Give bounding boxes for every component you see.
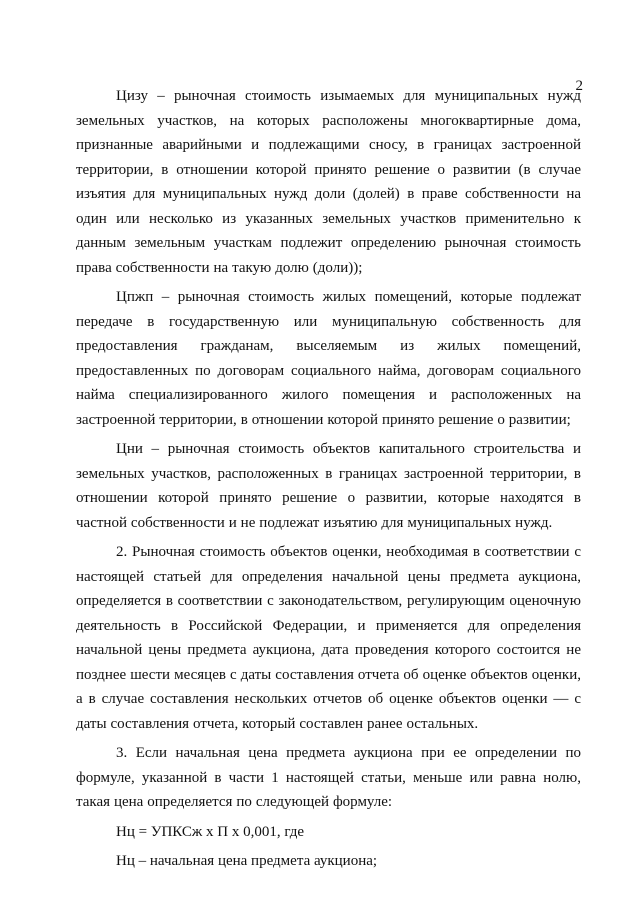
paragraph-tsizu-definition: Цизу – рыночная стоимость изымаемых для муниципальных нужд земельных участков, на которых расположены многоквартирные дома, признанные аварийными и подлежащими сносу, в границах застроенной территории, в отношении которой принято решение о развитии (в случае изъятия для муниципальных нужд доли (долей) в праве собственности на один или несколько из указанных земельных участков применительно к данным земельным участкам подлежит определению рыночная стоимость права собственности на такую долю (доли));: [76, 88, 581, 276]
definition-line: Нц – начальная цена предмета аукциона;: [116, 853, 378, 869]
page-number: 2: [575, 78, 583, 94]
document-body: [76, 84, 581, 879]
paragraph-tsni-definition: Цни – рыночная стоимость объектов капитального строительства и земельных участков, расположенных в границах застроенной территории, в отношении которой принято решение о развитии, которые находятся в частной собственности и не подлежат изъятию для муниципальных нужд.: [76, 441, 581, 531]
paragraph-section-3: 3. Если начальная цена предмета аукциона при ее определении по формуле, указанной в части 1 настоящей статьи, меньше или равна нолю, такая цена определяется по следующей формуле:: [76, 745, 581, 810]
formula-line: Нц = УПКСж х П х 0,001, где: [116, 823, 305, 840]
paragraph-section-2: 2. Рыночная стоимость объектов оценки, необходимая в соответствии с настоящей статьей для определения начальной цены предмета аукциона, определяется в соответствии с законодательством, регулирующим оценочную деятельность в Российской Федерации, и применяется для определения начальной цены предмета аукциона, дата проведения которого состоится не позднее шести месяцев с даты составления отчета об оценке объектов оценки, а в случае составления нескольких отчетов об оценке объектов оценки — с даты составления отчета, который составлен ранее остальных.: [76, 544, 581, 732]
paragraph-tspzhp-definition: Цпжп – рыночная стоимость жилых помещений, которые подлежат передаче в государственную или муниципальную собственность для предоставления гражданам, выселяемым из жилых помещений, предоставленных по договорам социального найма, договорам социального найма специализированного жилого помещения и расположенных на застроенной территории, в отношении которой принято решение о развитии;: [76, 289, 581, 428]
